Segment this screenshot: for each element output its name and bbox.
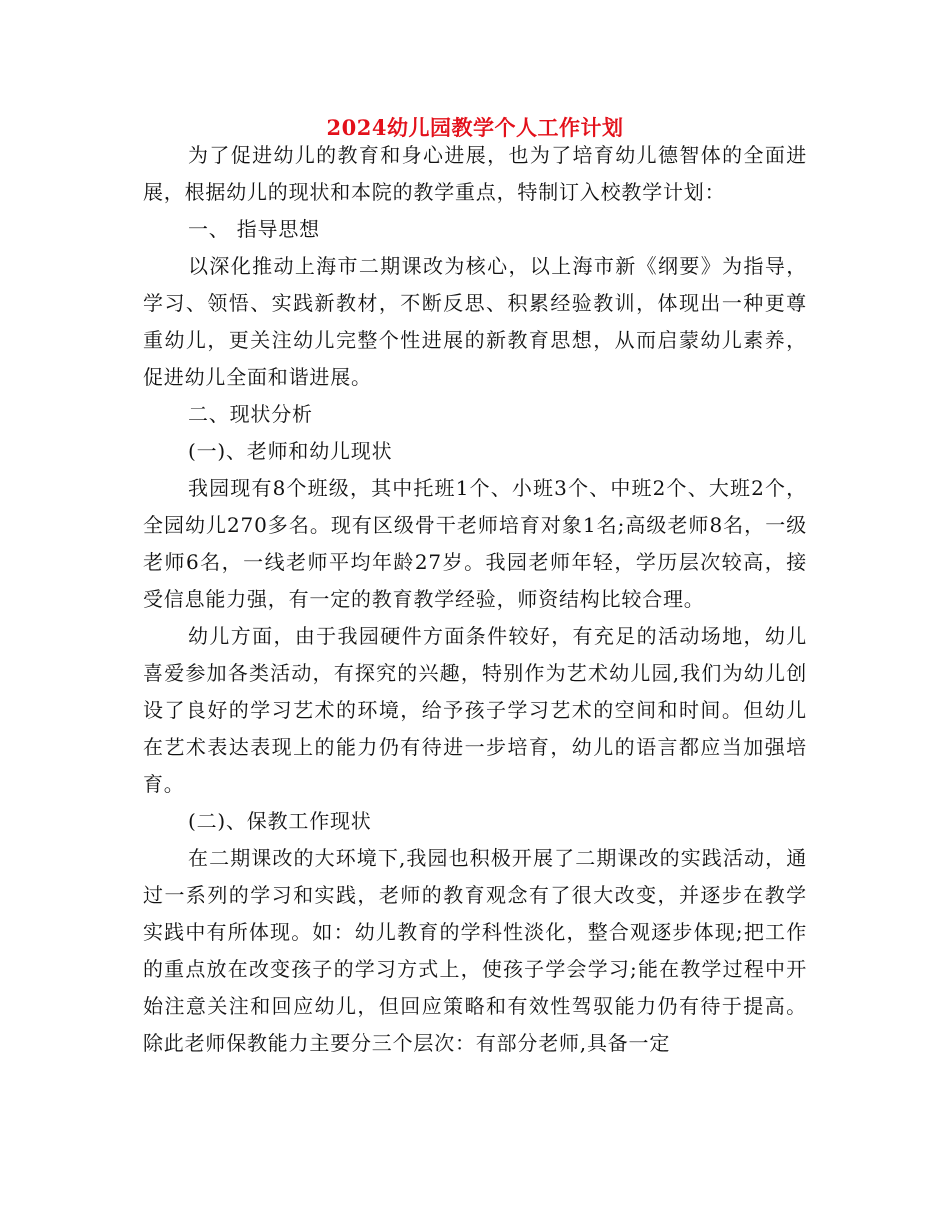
heading-teachers-children: (一)、老师和幼儿现状 bbox=[188, 439, 393, 463]
paragraph-children: 幼儿方面，由于我园硬件方面条件较好，有充足的活动场地，幼儿喜爱参加各类活动，有探究的兴趣，特别作为艺术幼儿园,我们为幼儿创设了良好的学习艺术的环境，给予孩子学习艺术的空间和时间。但幼儿在艺术表达表现上的能力仍有待进一步培育，幼儿的语言都应当加强培育。 bbox=[143, 624, 807, 796]
paragraph-teachers: 我园现有8个班级，其中托班1个、小班3个、中班2个、大班2个，全园幼儿270多名。现有区级骨干老师培育对象1名;高级老师8名，一级老师6名，一线老师平均年龄27岁。我园老师年轻，学历层次较高，接受信息能力强，有一定的教育教学经验，师资结构比较合理。 bbox=[143, 476, 807, 611]
paragraph-care-education: 在二期课改的大环境下,我园也积极开展了二期课改的实践活动，通过一系列的学习和实践，老师的教育观念有了很大改变，并逐步在教学实践中有所体现。如：幼儿教育的学科性淡化，整合观逐步体现;把工作的重点放在改变孩子的学习方式上，使孩子学会学习;能在教学过程中开始注意关注和回应幼儿，但回应策略和有效性驾驭能力仍有待于提高。除此老师保教能力主要分三个层次：有部分老师,具备一定 bbox=[143, 846, 807, 1055]
document-title: 2024幼儿园教学个人工作计划 bbox=[326, 115, 624, 140]
paragraph-guiding-thought: 以深化推动上海市二期课改为核心，以上海市新《纲要》为指导，学习、领悟、实践新教材，不断反思、积累经验教训，体现出一种更尊重幼儿，更关注幼儿完整个性进展的新教育思想，从而启蒙幼儿素养，促进幼儿全面和谐进展。 bbox=[143, 254, 807, 389]
document-body bbox=[143, 137, 807, 1062]
heading-guiding-thought: 一、 指导思想 bbox=[188, 217, 320, 241]
heading-care-education: (二)、保教工作现状 bbox=[188, 809, 372, 833]
paragraph-intro: 为了促进幼儿的教育和身心进展，也为了培育幼儿德智体的全面进展，根据幼儿的现状和本院的教学重点，特制订入校教学计划： bbox=[143, 143, 807, 204]
heading-situation-analysis: 二、现状分析 bbox=[188, 402, 313, 426]
